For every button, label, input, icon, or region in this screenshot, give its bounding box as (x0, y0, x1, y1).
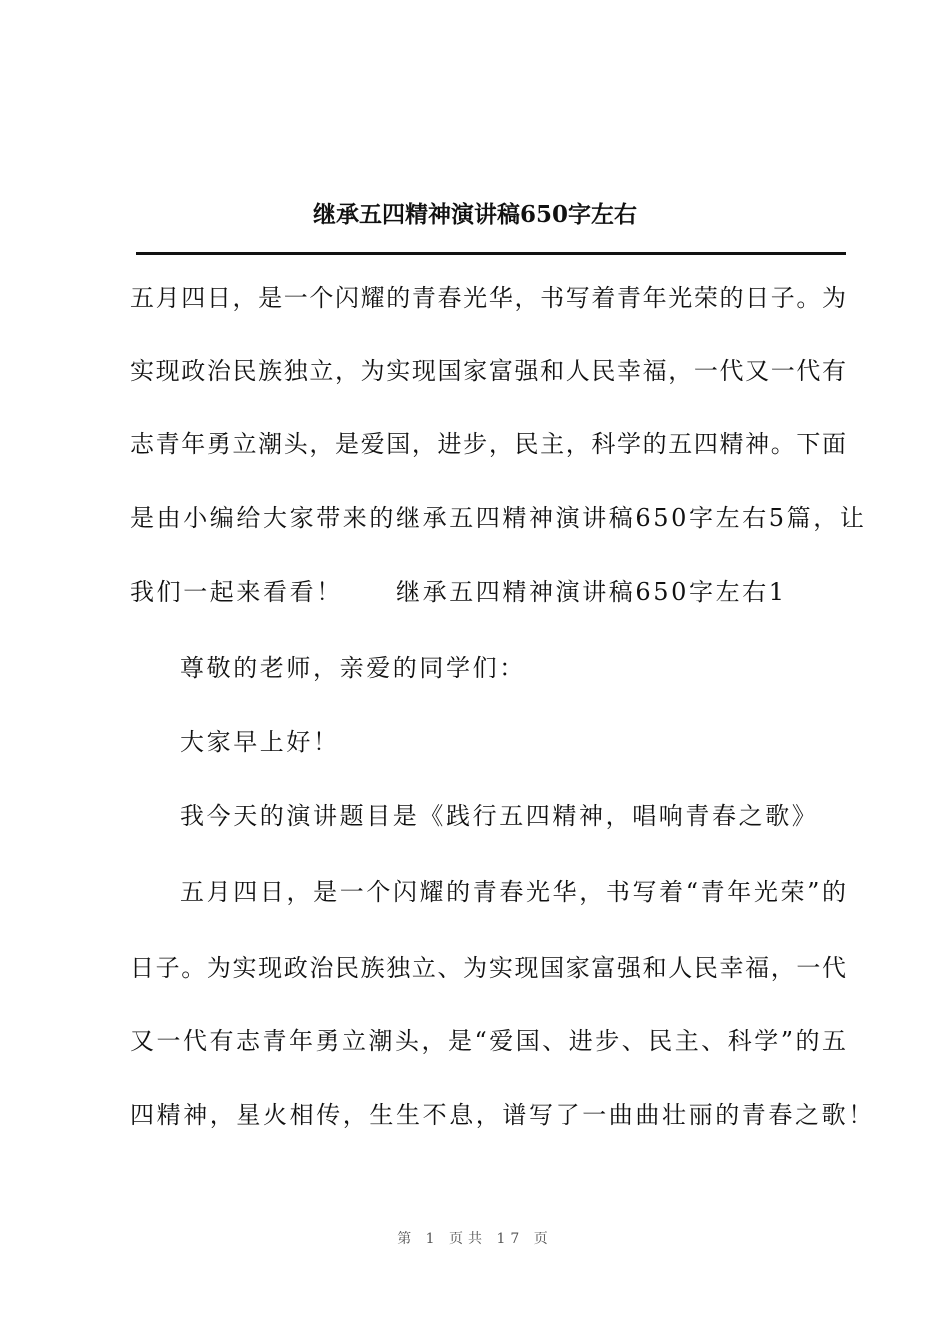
body-line-1: 五月四日，是一个闪耀的青春光华，书写着青年光荣的日子。为 (130, 284, 846, 312)
body-line-2: 实现政治民族独立，为实现国家富强和人民幸福，一代又一代有 (130, 357, 846, 385)
body-line-3: 志青年勇立潮头，是爱国，进步，民主，科学的五四精神。下面 (130, 430, 846, 458)
page-footer: 第 1 页共 17 页 (397, 1231, 553, 1247)
body-line-5: 我们一起来看看！ 继承五四精神演讲稿650字左右1 (130, 578, 787, 606)
body-line-9: 五月四日，是一个闪耀的青春光华，书写着“青年光荣”的 (180, 878, 846, 906)
salutation-line: 尊敬的老师，亲爱的同学们： (180, 654, 526, 682)
greeting-line: 大家早上好！ (180, 728, 340, 756)
body-line-10: 日子。为实现政治民族独立、为实现国家富强和人民幸福，一代 (130, 954, 846, 982)
title-divider (136, 252, 846, 255)
document-title: 继承五四精神演讲稿650字左右 (312, 201, 637, 228)
topic-line: 我今天的演讲题目是《践行五四精神，唱响青春之歌》 (180, 802, 819, 830)
body-line-4: 是由小编给大家带来的继承五四精神演讲稿650字左右5篇，让 (130, 504, 867, 532)
body-line-12: 四精神，星火相传，生生不息，谱写了一曲曲壮丽的青春之歌！ (130, 1101, 875, 1129)
body-line-11: 又一代有志青年勇立潮头，是“爱国、进步、民主、科学”的五 (130, 1027, 846, 1055)
